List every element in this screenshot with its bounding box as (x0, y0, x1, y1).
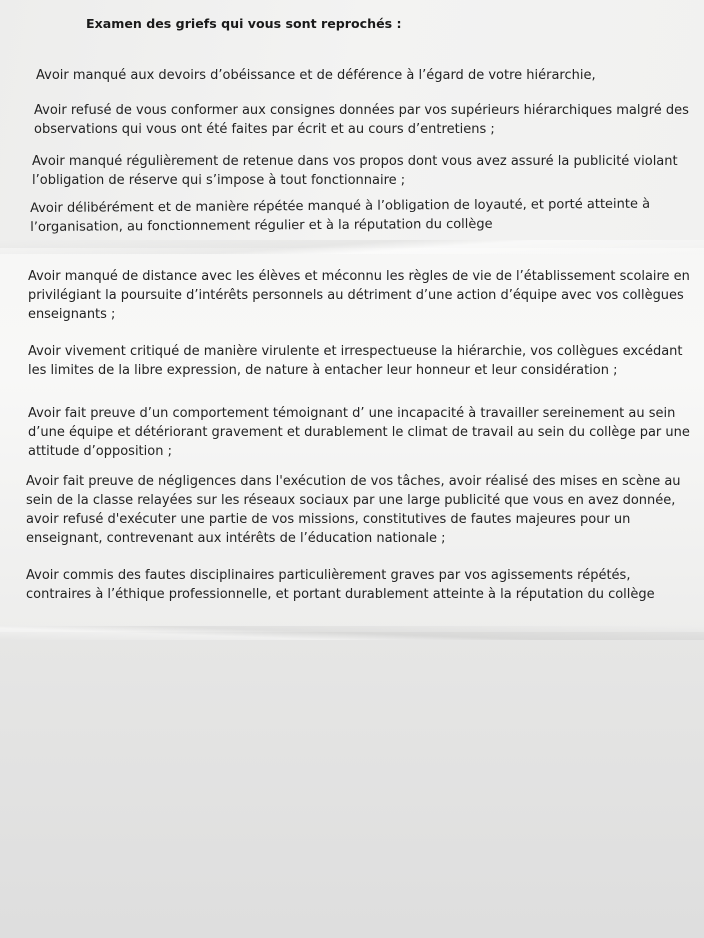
grief-line: privilégiant la poursuite d’intérêts personnels au détriment d’une action d’équipe avec vos collègues (28, 288, 684, 303)
paper-fold-lower (0, 626, 704, 640)
grief-paragraph-9 (26, 566, 655, 604)
grief-paragraph-1 (36, 66, 596, 85)
grief-line: d’une équipe et détériorant gravement et durablement le climat de travail au sein du collège par une (28, 425, 690, 440)
grief-line: les limites de la libre expression, de nature à entacher leur honneur et leur considération ; (28, 363, 618, 378)
grief-paragraph-8 (26, 472, 681, 548)
grief-paragraph-7 (28, 404, 691, 461)
grief-line: Avoir fait preuve d’un comportement témoignant d’ une incapacité à travailler sereinement au sein (28, 406, 676, 421)
grief-line: attitude d’opposition ; (28, 444, 172, 459)
grief-line: observations qui vous ont été faites par écrit et au cours d’entretiens ; (34, 122, 495, 137)
paper-bottom-band (0, 632, 704, 938)
grief-line: Avoir délibérément et de manière répétée manqué à l’obligation de loyauté, et porté atteinte à (30, 196, 651, 216)
grief-line: enseignants ; (28, 307, 116, 322)
grief-paragraph-6 (28, 342, 683, 380)
grief-line: Avoir manqué aux devoirs d’obéissance et de déférence à l’égard de votre hiérarchie, (36, 68, 596, 83)
grief-line: l’organisation, au fonctionnement régulier et à la réputation du collège (30, 216, 493, 235)
grief-line: contraires à l’éthique professionnelle, et portant durablement atteinte à la réputation du collège (26, 587, 655, 602)
grief-paragraph-3 (32, 152, 678, 190)
grief-paragraph-2 (34, 101, 689, 139)
grief-paragraph-4 (30, 195, 650, 237)
grief-line: enseignant, contrevenant aux intérêts de l’éducation nationale ; (26, 531, 446, 546)
grief-line: Avoir refusé de vous conformer aux consignes données par vos supérieurs hiérarchiques malgré des (34, 103, 689, 118)
grief-line: Avoir fait preuve de négligences dans l'exécution de vos tâches, avoir réalisé des mises en scène au (26, 474, 681, 489)
document-heading: Examen des griefs qui vous sont reprochés : (86, 16, 402, 31)
grief-line: Avoir vivement critiqué de manière virulente et irrespectueuse la hiérarchie, vos collègues excédant (28, 344, 683, 359)
grief-line: sein de la classe relayées sur les réseaux sociaux par une large publicité que vous en avez donnée, (26, 493, 676, 508)
grief-paragraph-5 (28, 267, 692, 324)
grief-line: Avoir commis des fautes disciplinaires particulièrement graves par vos agissements répétés, (26, 568, 631, 583)
grief-line: Avoir manqué régulièrement de retenue dans vos propos dont vous avez assuré la publicité violant (32, 154, 678, 169)
paper-fold-upper (0, 240, 704, 254)
grief-line: avoir refusé d'exécuter une partie de vos missions, constitutives de fautes majeures pour un (26, 512, 631, 527)
grief-line: Avoir manqué de distance avec les élèves et méconnu les règles de vie de l’établissement scolaire en (28, 269, 690, 284)
grief-line: l’obligation de réserve qui s’impose à tout fonctionnaire ; (32, 173, 406, 188)
